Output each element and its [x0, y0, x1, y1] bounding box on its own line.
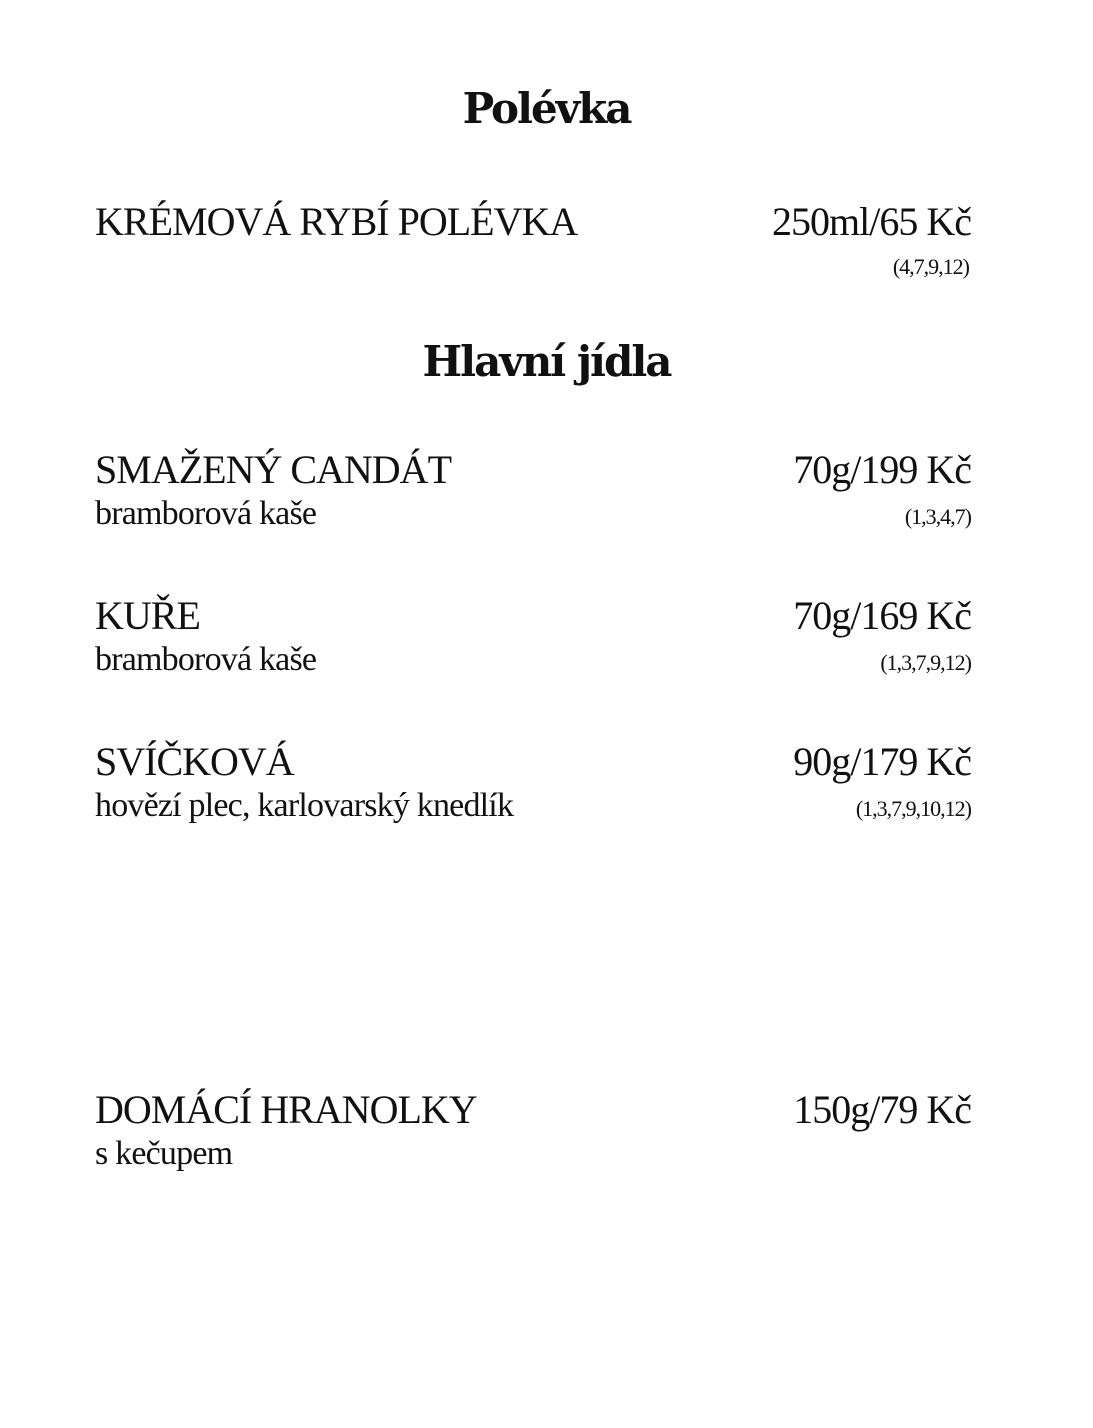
section-title-mains: Hlavní jídla [422, 337, 671, 386]
menu-item-description: bramborová kaše [95, 495, 317, 532]
menu-item-description: bramborová kaše [95, 641, 317, 678]
menu-item-main-row [95, 446, 971, 494]
menu-item-main-row [95, 1086, 971, 1134]
menu-item-price: 70g/199 Kč [793, 447, 971, 492]
menu-item-chicken [95, 592, 971, 683]
menu-item-sub-row [95, 786, 971, 829]
menu-item-sub-row [95, 494, 971, 537]
menu-item-price: 250ml/65 Kč [772, 199, 971, 244]
menu-item-allergens: (1,3,7,9,12) [880, 650, 971, 675]
menu-item-allergens: (1,3,7,9,10,12) [855, 796, 971, 821]
menu-item-svickova [95, 738, 971, 829]
menu-item-sub-row [95, 640, 971, 683]
menu-item-name: SMAŽENÝ CANDÁT [95, 447, 451, 492]
menu-item-name: KUŘE [95, 593, 200, 638]
menu-item-allergens: (1,3,4,7) [904, 504, 971, 529]
menu-item-main-row [95, 738, 971, 786]
menu-item-price: 70g/169 Kč [793, 593, 971, 638]
menu-item-fried-zander [95, 446, 971, 537]
menu-item-fries [95, 1086, 971, 1174]
menu-item-allergens: (4,7,9,12) [892, 254, 969, 279]
menu-item-description: s kečupem [95, 1135, 233, 1172]
menu-item-fish-soup [95, 198, 971, 280]
menu-item-sub-row [95, 1134, 971, 1174]
menu-item-price: 150g/79 Kč [793, 1087, 971, 1132]
menu-item-description: hovězí plec, karlovarský knedlík [95, 787, 514, 824]
section-title-soup: Polévka [462, 84, 631, 133]
menu-item-name: DOMÁCÍ HRANOLKY [95, 1087, 477, 1132]
menu-item-price: 90g/179 Kč [793, 739, 971, 784]
menu-item-main-row [95, 592, 971, 640]
menu-item-main-row [95, 198, 971, 246]
menu-item-name: KRÉMOVÁ RYBÍ POLÉVKA [95, 199, 578, 244]
menu-item-name: SVÍČKOVÁ [95, 739, 294, 784]
